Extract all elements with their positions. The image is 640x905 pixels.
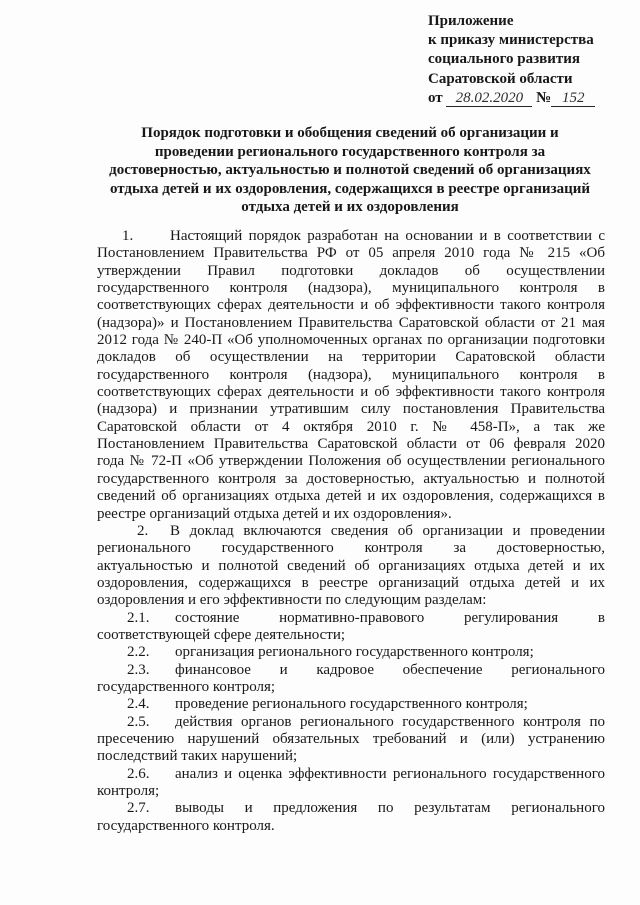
order-date: 28.02.2020 [446,90,532,107]
paragraph-line: утверждении Правил подготовки докладов об осуществлении [97,262,605,279]
paragraph-line: оздоровления, содержащихся в реестре организаций отдыха детей и их [97,574,605,591]
list-item-number: 2.1. [127,609,150,626]
appendix-header [428,12,595,108]
list-item-2-1 [97,610,605,645]
paragraph-line: оздоровления и его эффективности по следующим разделам: [97,592,487,609]
list-item-number: 2.2. [127,644,150,661]
list-item-2-6 [97,766,605,801]
appendix-header-line: Приложение [428,13,514,29]
list-item-text: организация регионального государственного контроля; [175,644,534,661]
list-item-line [97,714,605,731]
paragraph-line: реестре организаций отдыха детей и их оздоровления». [97,505,452,522]
order-number: 152 [551,90,595,107]
paragraph-line: актуальностью и полнотой сведений об организациях отдыха детей и их [97,557,605,574]
list-item-line: последствий таких нарушений; [97,748,298,765]
list-item-line: пресечению нарушений обязательных требований и (или) устранению [97,730,605,747]
paragraph-line [97,523,605,540]
paragraph-line [97,228,605,245]
list-item-text: действия органов регионального государственного контроля по [175,713,605,730]
order-date-line [428,89,595,108]
list-item-line: соответствующей сфере деятельности; [97,626,346,643]
paragraph-line: регионального государственного контроля за достоверностью, [97,540,605,557]
document-title-line: достоверностью, актуальностью и полнотой сведений об организациях [109,162,591,179]
document-title-line: отдыха детей и их оздоровления, содержащихся в реестре организаций [109,180,591,197]
list-item-line: контроля; [97,783,160,799]
list-item-number: 2.3. [127,661,150,678]
paragraph-line: Саратовской области от 4 октября 2010 г. № 458-П», а так же [97,418,605,435]
paragraph-number: 1. [122,228,134,244]
paragraph-line: (надзора)» и Постановлением Правительства Саратовской области от 21 мая [97,314,605,331]
list-item-2-5 [97,714,605,766]
list-item-line: государственного контроля; [97,678,276,695]
appendix-header-line: социального развития [428,51,580,68]
paragraph-line: государственного контроля за достоверностью, актуальностью и полнотой [97,470,605,487]
paragraph-line: докладов об осуществлении на территории Саратовской области [97,349,605,366]
paragraph-2 [97,523,605,835]
order-number-sign: № [536,89,552,106]
paragraph-line: соответствующих сферах деятельности и об эффективности такого контроля [97,384,605,401]
list-item-2-3 [97,662,605,697]
paragraph-text: В доклад включаются сведения об организации и проведении [170,522,605,539]
document-body [97,228,605,835]
paragraph-text: Настоящий порядок разработан на основании и в соответствии с [170,228,605,244]
document-title [97,124,603,217]
paragraph-line: государственного контроля (надзора), муниципального контроля в [97,280,605,297]
list-item-text: проведение регионального государственного контроля; [175,696,528,713]
list-item-2-2 [97,644,605,661]
list-item-text: состояние нормативно-правового регулирования в [175,609,605,626]
paragraph-line: соответствующих сферах деятельности и об эффективности такого контроля [97,297,605,314]
paragraph-line: сведений об организациях отдыха детей и их оздоровления, содержащихся в [97,488,605,505]
list-item-line [97,662,605,679]
list-item-line: государственного контроля. [97,817,275,834]
list-item-2-4 [97,696,605,713]
paragraph-line: (надзора) и признании утратившим силу постановления Правительства [97,401,605,418]
paragraph-line: государственного контроля (надзора), муниципального контроля в [97,366,605,383]
list-item-line [97,696,605,713]
list-item-2-7 [97,800,605,835]
paragraph-number: 2. [137,522,149,539]
document-title-line: отдыха детей и их оздоровления [241,199,459,216]
document-title-line: Порядок подготовки и обобщения сведений об организации и [141,125,559,141]
list-item-number: 2.7. [127,800,150,817]
list-item-line [97,800,605,817]
list-item-text: выводы и предложения по результатам регионального [175,800,605,817]
list-item-line [97,766,605,783]
list-item-number: 2.4. [127,696,150,713]
appendix-header-line: к приказу министерства [428,32,594,49]
list-item-line [97,610,605,627]
paragraph-line: 2012 года № 240-П «Об уполномоченных органах по организации подготовки [97,332,605,349]
list-item-line [97,644,605,661]
order-date-prefix: от [428,89,443,106]
document-title-line: проведении регионального государственного контроля за [154,143,546,160]
list-item-text: финансовое и кадровое обеспечение регионального [175,661,605,678]
paragraph-line: года № 72-П «Об утверждении Положения об осуществлении регионального [97,453,605,470]
list-item-text: анализ и оценка эффективности регионального государственного [175,765,605,782]
paragraph-line: Постановлением Правительства РФ от 05 апреля 2010 года № 215 «Об [97,245,605,262]
paragraph-1 [97,228,605,523]
paragraph-line: Постановлением Правительства Саратовской области от 06 февраля 2020 [97,436,605,453]
appendix-header-line: Саратовской области [428,70,573,87]
list-item-number: 2.5. [127,713,150,730]
list-item-number: 2.6. [127,765,150,782]
